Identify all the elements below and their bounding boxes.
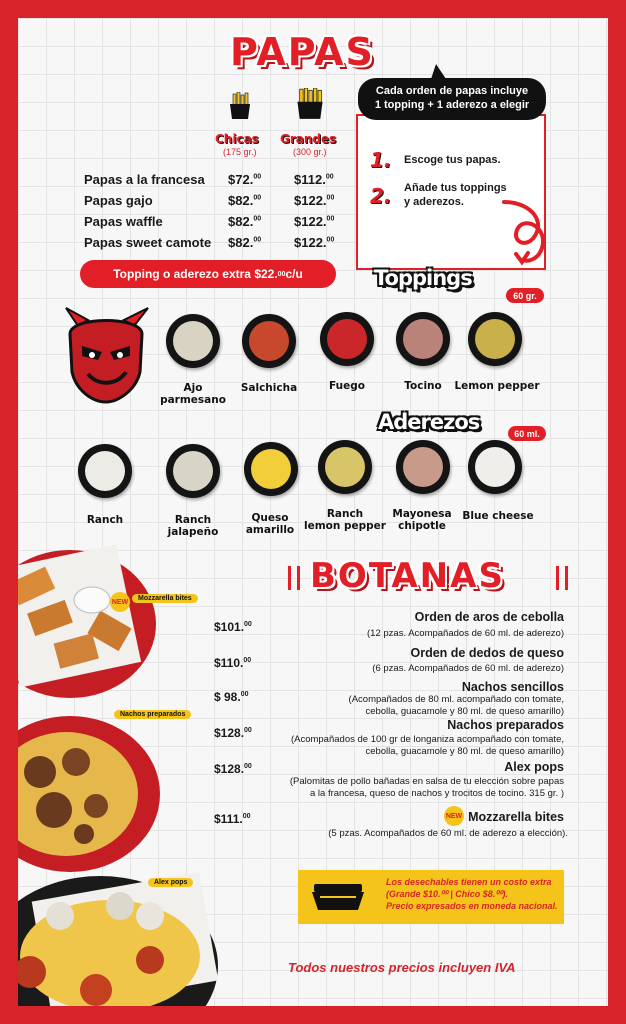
photo-tag-nachos: Nachos preparados [114, 710, 191, 719]
fries-small-icon [226, 92, 254, 120]
price-grande: $122.00 [294, 235, 335, 250]
topping-bowl [166, 314, 220, 368]
price-grande: $112.00 [294, 172, 334, 187]
size-grandes-label: Grandes [280, 132, 337, 146]
toppings-title: Toppings [374, 266, 472, 290]
fries-large-icon [294, 88, 326, 120]
new-badge: NEW [110, 592, 130, 612]
papas-item: Papas sweet camote [84, 235, 212, 250]
aderezo-bowl [318, 440, 372, 494]
botanas-title-right-accent [556, 566, 568, 590]
papas-title: PAPAS [230, 30, 375, 74]
topping-fill [403, 319, 443, 359]
topping-label: Lemon pepper [454, 380, 540, 392]
botana-desc: (12 pzas. Acompañados de 60 ml. de aderezo) [367, 628, 564, 639]
price-chica: $82.00 [228, 193, 262, 208]
price-grande: $122.00 [294, 193, 335, 208]
aderezo-label: Ranch lemon pepper [304, 508, 386, 532]
devil-mascot-icon [58, 306, 154, 406]
aderezo-fill [251, 449, 291, 489]
topping-label: Salchicha [240, 382, 298, 394]
price-chica: $82.00 [228, 214, 262, 229]
topping-fill [327, 319, 367, 359]
takeout-container-icon [310, 880, 366, 912]
photo-tag-alex-pops: Alex pops [148, 878, 193, 887]
botana-price: $111.00 [214, 812, 251, 826]
photo-nachos-preparados [18, 702, 160, 872]
photo-mozzarella-bites [18, 534, 156, 704]
step-1-text: Escoge tus papas. [404, 154, 501, 166]
botana-price: $128.00 [214, 762, 252, 776]
topping-bowl [242, 314, 296, 368]
botanas-title-left-accent [288, 566, 300, 590]
menu-sheet [18, 18, 608, 1006]
papas-item: Papas gajo [84, 193, 153, 208]
photo-tag-mozzarella: Mozzarella bites [132, 594, 198, 603]
extra-topping-pill: Topping o aderezo extra $22. 00 c/u [80, 260, 336, 288]
step-1-number: 1. [370, 148, 392, 172]
aderezo-fill [325, 447, 365, 487]
info-bubble: Cada orden de papas incluye 1 topping + 1 aderezo a elegir [358, 78, 546, 120]
aderezo-bowl [166, 444, 220, 498]
toppings-weight-badge: 60 gr. [506, 288, 544, 303]
botanas-title: BOTANAS [310, 556, 505, 596]
price-chica: $82.00 [228, 235, 262, 250]
botana-name: Orden de aros de cebolla [414, 610, 564, 624]
aderezo-bowl [396, 440, 450, 494]
aderezo-label: Ranch jalapeño [167, 514, 219, 538]
botana-desc: (Acompañados de 80 ml. acompañado con tomate, cebolla, guacamole y 80 ml. de queso amarillo) [348, 694, 564, 717]
aderezos-volume-badge: 60 ml. [508, 426, 546, 441]
footer-iva: Todos nuestros precios incluyen IVA [288, 960, 516, 975]
new-badge: NEW [444, 806, 464, 826]
aderezo-label: Queso amarillo [245, 512, 295, 536]
botana-price: $101.00 [214, 620, 252, 634]
topping-bowl [396, 312, 450, 366]
aderezo-bowl [244, 442, 298, 496]
botana-desc: (Acompañados de 100 gr de longaniza acompañado con tomate, cebolla, guacamole y 80 ml. de queso amarillo) [290, 734, 564, 757]
botana-price: $110.00 [214, 656, 252, 670]
note-text: Los desechables tienen un costo extra (Grande $10.⁰⁰ | Chico $8.⁰⁰). Precio expresados en moneda nacional. [386, 877, 558, 911]
botana-price: $ 98.00 [214, 690, 249, 704]
size-grandes-grams: (300 gr.) [293, 147, 327, 157]
price-chica: $72.00 [228, 172, 262, 187]
topping-bowl [320, 312, 374, 366]
botana-name: Nachos preparados [447, 718, 564, 732]
botana-desc: (Palomitas de pollo bañadas en salsa de tu elección sobre papas a la francesa, queso de nachos y trocitos de tocino. 315 gr. ) [289, 776, 564, 799]
topping-fill [173, 321, 213, 361]
topping-bowl [468, 312, 522, 366]
aderezo-fill [403, 447, 443, 487]
aderezo-fill [85, 451, 125, 491]
papas-item: Papas a la francesa [84, 172, 205, 187]
topping-label: Ajo parmesano [160, 382, 226, 406]
topping-label: Fuego [329, 380, 365, 392]
aderezo-label: Mayonesa chipotle [392, 508, 452, 532]
aderezo-label: Ranch [86, 514, 124, 526]
botana-name: Alex pops [504, 760, 564, 774]
topping-label: Tocino [404, 380, 442, 392]
topping-fill [475, 319, 515, 359]
swirl-arrow-icon [498, 198, 558, 268]
botana-name: Orden de dedos de queso [410, 646, 564, 660]
bubble-tail-icon [428, 64, 450, 82]
botana-price: $128.00 [214, 726, 252, 740]
step-2-text: Añade tus toppings y aderezos. [404, 182, 507, 208]
price-grande: $122.00 [294, 214, 335, 229]
botana-name: Mozzarella bites [468, 810, 564, 824]
step-2-number: 2. [370, 184, 392, 208]
botana-desc: (6 pzas. Acompañados de 60 ml. de aderezo) [372, 663, 564, 674]
aderezo-label: Blue cheese [462, 510, 534, 522]
aderezo-fill [173, 451, 213, 491]
aderezo-bowl [78, 444, 132, 498]
papas-item: Papas waffle [84, 214, 163, 229]
photo-alex-pops [18, 856, 230, 1006]
aderezo-fill [475, 447, 515, 487]
size-chicas-grams: (175 gr.) [223, 147, 257, 157]
botana-desc: (5 pzas. Acompañados de 60 ml. de aderezo a elección). [328, 828, 568, 839]
size-chicas-label: Chicas [215, 132, 259, 146]
botana-name: Nachos sencillos [461, 680, 564, 694]
aderezo-bowl [468, 440, 522, 494]
topping-fill [249, 321, 289, 361]
aderezos-title: Aderezos [378, 410, 480, 434]
